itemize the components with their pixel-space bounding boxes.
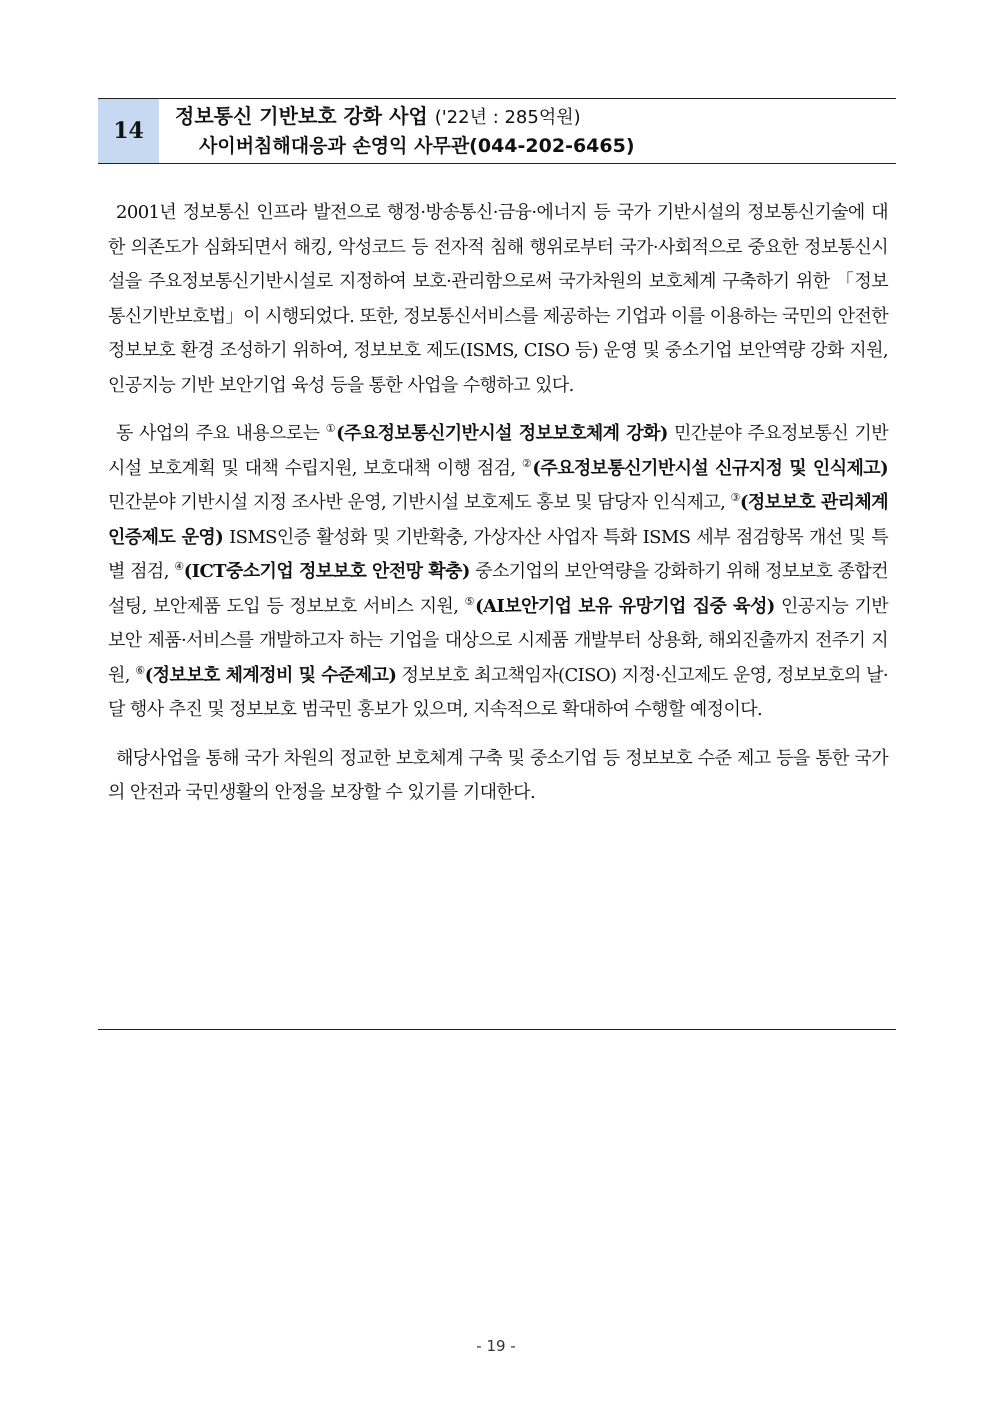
item-3-text: ISMS인증 활성화 및 기반확충, 가상자산 사업자 특화 ISMS 세부 점검항목 개선 및 특별 점검, bbox=[108, 526, 889, 582]
section-number: 14 bbox=[98, 99, 159, 163]
item-1-title: (주요정보통신기반시설 정보보호체계 강화) bbox=[336, 423, 668, 444]
item-4-number: ④ bbox=[174, 560, 184, 573]
section-contact: 사이버침해대응과 손영익 사무관(044-202-6465) bbox=[199, 135, 635, 157]
section-title: 정보통신 기반보호 강화 사업 bbox=[175, 104, 428, 128]
item-2-text: 민간분야 기반시설 지정 조사반 운영, 기반시설 보호제도 홍보 및 담당자 인식제고, bbox=[108, 492, 726, 513]
item-2-title: (주요정보통신기반시설 신규지정 및 인식제고) bbox=[532, 457, 888, 479]
paragraph-main-contents bbox=[108, 417, 888, 728]
item-3-number: ③ bbox=[730, 491, 740, 504]
bottom-divider bbox=[98, 1029, 896, 1030]
document-body bbox=[108, 196, 888, 825]
paragraph-expected-effect: 해당사업을 통해 국가 차원의 정교한 보호체계 구축 및 중소기업 등 정보보호 수준 제고 등을 통한 국가의 안전과 국민생활의 안정을 보장할 수 있기를 기대한다. bbox=[108, 747, 888, 803]
item-1-text: 민간분야 주요정보통신 기반시설 보호계획 및 대책 수립지원, 보호대책 이행 점검, bbox=[108, 423, 888, 479]
item-3-title: (정보보호 관리체계 인증제도 운영) bbox=[108, 492, 888, 548]
section-header bbox=[98, 98, 896, 164]
item-4-text: 중소기업의 보안역량을 강화하기 위해 정보보호 종합컨설팅, 보안제품 도입 등 정보보호 서비스 지원, bbox=[108, 561, 889, 617]
item-2-number: ② bbox=[521, 456, 533, 470]
item-1-number: ① bbox=[325, 422, 337, 435]
item-5-number: ⑤ bbox=[464, 594, 476, 608]
contents-intro: 동 사업의 주요 내용으로는 bbox=[116, 423, 320, 444]
item-5-text: 인공지능 기반 보안 제품·서비스를 개발하고자 하는 기업을 대상으로 시제품 개발부터 상용화, 해외진출까지 전주기 지원, bbox=[108, 595, 889, 686]
item-6-text: 정보보호 최고책임자(CISO) 지정·신고제도 운영, 정보보호의 날·달 행사 추진 및 정보보호 범국민 홍보가 있으며, 지속적으로 확대하여 수행할 예정이다. bbox=[108, 664, 889, 720]
section-budget: ('22년 : 285억원) bbox=[434, 107, 581, 128]
item-4-title: (ICT중소기업 정보보호 안전망 확충) bbox=[183, 561, 470, 582]
section-title-block bbox=[159, 99, 635, 163]
item-6-title: (정보보호 체계정비 및 수준제고) bbox=[144, 664, 397, 686]
page-number: - 19 - bbox=[476, 1337, 516, 1355]
section-title-line bbox=[175, 102, 635, 132]
item-6-number: ⑥ bbox=[135, 663, 145, 677]
item-5-title: (AI보안기업 보유 유망기업 집중 육성) bbox=[475, 595, 775, 617]
paragraph-background: 2001년 정보통신 인프라 발전으로 행정·방송통신·금융·에너지 등 국가 기반시설의 정보통신기술에 대한 의존도가 심화되면서 해킹, 악성코드 등 전자적 침해 행위로부터 국가·사회적으로 중요한 정보통신시설을 주요정보통신기반시설로 지정하여 보호·관리함으로써 국가차원의 보호체계 구축하기 위한 「정보통신기반보호법」이 시행되었다. 또한, 정보통신서비스를 제공하는 기업과 이를 이용하는 국민의 안전한 정보보호 환경 조성하기 위하여, 정보보호 제도(ISMS, CISO 등) 운영 및 중소기업 보안역량 강화 지원, 인공지능 기반 보안기업 육성 등을 통한 사업을 수행하고 있다. bbox=[108, 202, 888, 396]
